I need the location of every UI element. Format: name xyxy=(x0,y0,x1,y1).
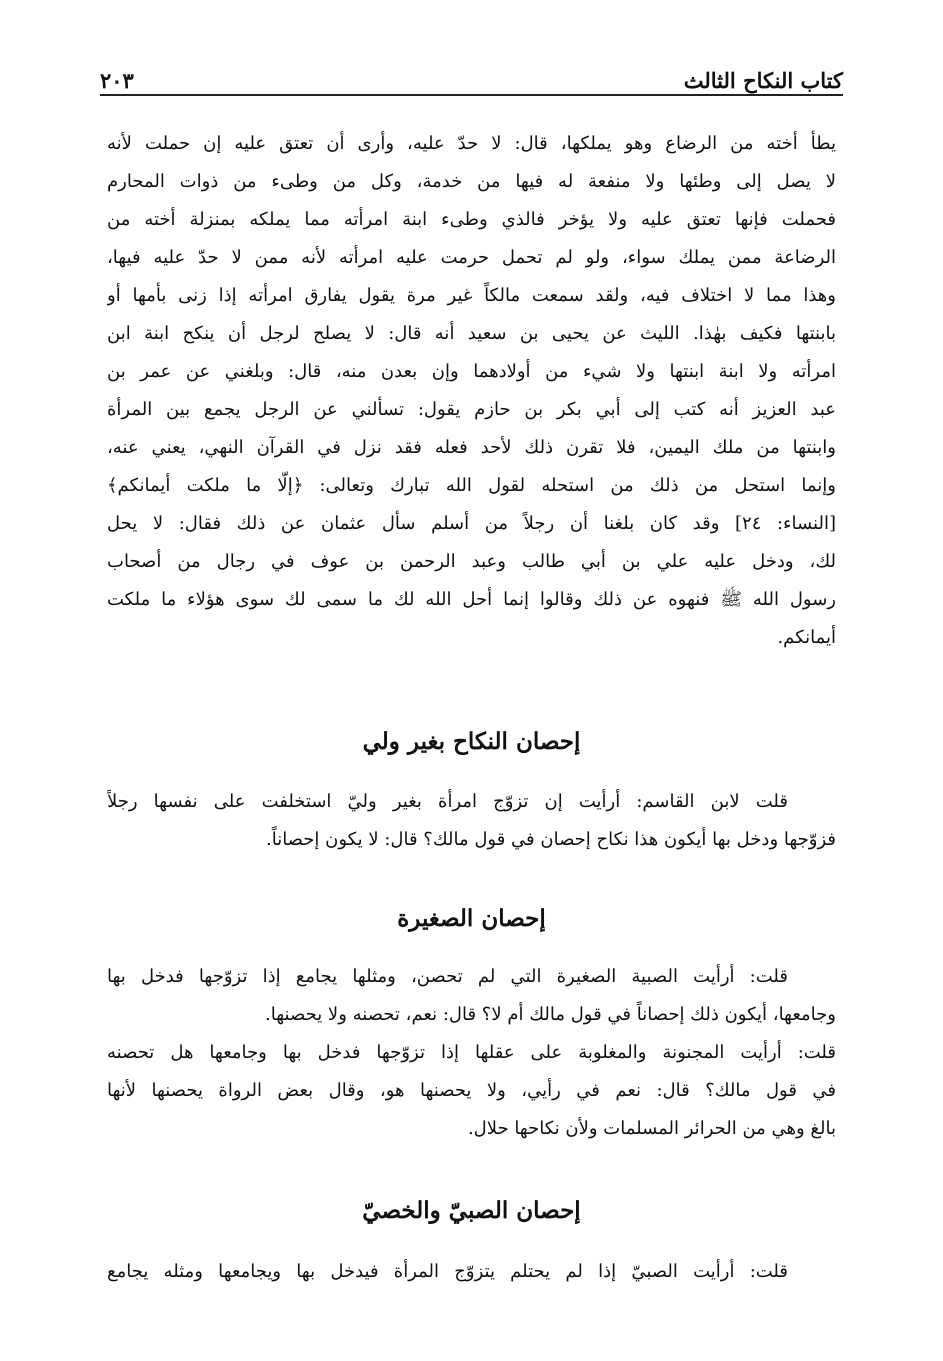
text-line: الرضاعة ممن يملك سواء، ولو لم تحمل حرمت عليه امرأته لأنه ممن لا حدّ عليه فيها، xyxy=(107,247,836,268)
running-title: كتاب النكاح الثالث xyxy=(683,68,843,93)
section-heading: إحصان الصبيّ والخصيّ xyxy=(362,1197,581,1224)
header-rule xyxy=(100,94,843,96)
text-line: امرأته ولا ابنة ابنتها ولا شيء من أولادهما وإن بعدن منه، قال: وبلغني عن عمر بن xyxy=(107,361,836,382)
text-line: بابنتها فكيف بهٰذا. الليث عن يحيى بن سعيد أنه قال: لا يصلح لرجل أن ينكح ابنة ابن xyxy=(107,323,836,344)
text-line: فحملت فإنها تعتق عليه ولا يؤخر فالذي وطىء ابنة امرأته مما يملكه بمنزلة أخته من xyxy=(107,209,836,230)
text-line: وجامعها، أيكون ذلك إحصاناً في قول مالك أم لا؟ قال: نعم، تحصنه ولا يحصنها. xyxy=(265,1004,836,1025)
page-header xyxy=(100,62,843,96)
text-line: [النساء: ٢٤] وقد كان بلغنا أن رجلاً من أسلم سأل عثمان عن ذلك فقال: لا يحل xyxy=(107,513,836,534)
text-line: عبد العزيز أنه كتب إلى أبي بكر بن حازم يقول: تسألني عن الرجل يجمع بين المرأة xyxy=(107,399,836,420)
section-heading: إحصان الصغيرة xyxy=(397,905,546,932)
section-heading: إحصان النكاح بغير ولي xyxy=(362,728,581,755)
text-line: وابنتها من ملك اليمين، فلا تقرن ذلك لأحد فعله فقد نزل في القرآن النهي، يعني عنه، xyxy=(107,437,836,458)
text-line: لا يصل إلى وطئها ولا منفعة له فيها من خدمة، وكل من وطىء من ذوات المحارم xyxy=(107,171,836,192)
text-line: رسول الله ﷺ فنهوه عن ذلك وقالوا إنما أحل الله لك ما سمى لك سوى هؤلاء ما ملكت xyxy=(107,589,836,610)
text-line: قلت: أرأيت الصبية الصغيرة التي لم تحصن، ومثلها يجامع إذا تزوّجها فدخل بها xyxy=(107,966,788,987)
text-line: وإنما استحل من ذلك من استحله لقول الله تبارك وتعالى: ﴿إلّا ما ملكت أيمانكم﴾ xyxy=(107,475,836,496)
text-line: وهذا مما لا اختلاف فيه، ولقد سمعت مالكاً غير مرة يقول يفارق امرأته إذا زنى بأمها أو xyxy=(107,285,836,306)
text-line: في قول مالك؟ قال: نعم في رأيي، ولا يحصنها هو، وقال بعض الرواة يحصنها لأنها xyxy=(107,1080,836,1101)
text-line: لك، ودخل عليه علي بن أبي طالب وعبد الرحمن بن عوف في رجال من أصحاب xyxy=(107,551,836,572)
text-line: أيمانكم. xyxy=(777,627,836,648)
text-line: قلت لابن القاسم: أرأيت إن تزوّج امرأة بغير وليّ استخلفت على نفسها رجلاً xyxy=(107,791,788,812)
paragraph-main xyxy=(107,125,836,657)
text-line: قلت: أرأيت المجنونة والمغلوبة على عقلها إذا تزوّجها فدخل بها وجامعها هل تحصنه xyxy=(107,1042,836,1063)
paragraph-section2 xyxy=(107,958,836,1148)
text-line: يطأ أخته من الرضاع وهو يملكها، قال: لا حدّ عليه، وأرى أن تعتق عليه إن حملت لأنه xyxy=(107,133,836,154)
paragraph-section1 xyxy=(107,783,836,859)
text-line: بالغ وهي من الحرائر المسلمات ولأن نكاحها حلال. xyxy=(467,1118,836,1139)
page-number: ٢٠٣ xyxy=(100,68,134,93)
text-line: فزوّجها ودخل بها أيكون هذا نكاح إحصان في قول مالك؟ قال: لا يكون إحصاناً. xyxy=(265,829,836,850)
paragraph-section3 xyxy=(107,1253,836,1291)
text-line: قلت: أرأيت الصبيّ إذا لم يحتلم يتزوّج المرأة فيدخل بها ويجامعها ومثله يجامع xyxy=(107,1261,788,1282)
